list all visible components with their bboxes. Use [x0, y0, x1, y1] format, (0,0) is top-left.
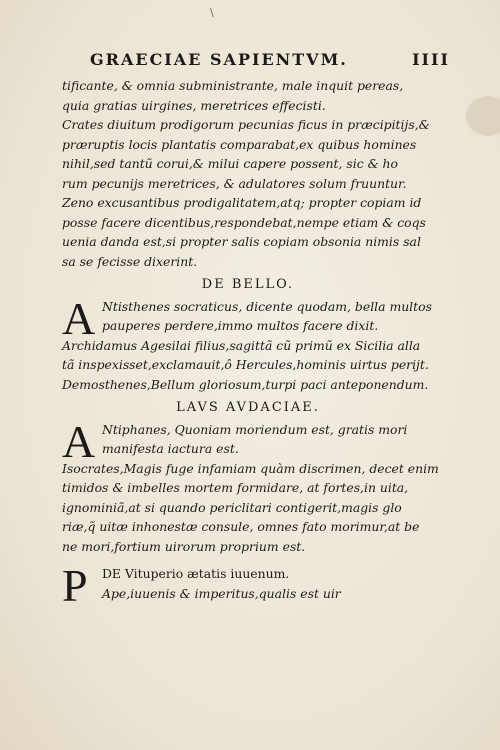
text-line: tificante, & omnia subministrante, male inquit pereas, — [62, 78, 404, 93]
text-line: rum pecunijs meretrices, & adulatores solum fruuntur. — [62, 175, 407, 191]
text-line: pauperes perdere,immo multos facere dixit. — [102, 318, 379, 333]
text-block-1 — [62, 76, 434, 271]
text-line: tã inspexisset,exclamauit,ô Hercules,hominis uirtus perijt. — [62, 357, 429, 372]
text-line: Zeno excusantibus prodigalitatem,atq; propter copiam id — [62, 195, 422, 210]
paragraph-bello — [62, 292, 434, 344]
folio-number: IIII — [412, 50, 450, 69]
text-block-audaciae-rest — [62, 459, 439, 557]
text-line: Ntisthenes socraticus, dicente quodam, bella multos — [102, 298, 432, 314]
paragraph-vituperio — [62, 560, 434, 611]
text-line: nihil,sed tantũ corui,& milui capere possent, sic & ho — [62, 156, 398, 171]
text-line: posse facere dicentibus,respondebat,nempe etiam & coqs — [62, 214, 426, 230]
drop-cap: A — [62, 292, 96, 344]
text-line: riæ,q̃ uitæ inhonestæ consule, omnes fato morimur,at be — [62, 519, 420, 534]
running-header — [90, 50, 450, 69]
paper-stain — [466, 96, 500, 136]
text-line: timidos & imbelles mortem formidare, at fortes,in uita, — [62, 480, 409, 495]
text-line: Demosthenes,Bellum gloriosum,turpi paci anteponendum. — [62, 376, 429, 392]
text-line: Isocrates,Magis fuge infamiam quàm discrimen, decet enim — [62, 460, 439, 476]
drop-cap: A — [62, 415, 96, 467]
page-mark: \ — [210, 6, 214, 19]
text-line: Archidamus Agesilai filius,sagittã cũ primũ ex Sicilia alla — [62, 337, 421, 353]
drop-cap: P — [62, 560, 88, 611]
paragraph-audaciae — [62, 415, 434, 467]
text-line: Ape,iuuenis & imperitus,qualis est uir — [102, 585, 341, 601]
section-heading-bello: DE BELLO. — [201, 277, 295, 292]
text-line: præruptis locis plantatis comparabat,ex quibus homines — [62, 136, 417, 152]
running-title: GRAECIAE SAPIENTVM. — [90, 50, 348, 69]
text-block-bello-rest — [62, 336, 434, 395]
section-heading-vituperio: DE Vituperio ætatis iuuenum. — [102, 566, 290, 581]
text-line: ignominiã,at si quando periclitari contigerit,magis glo — [62, 499, 402, 515]
section-heading-audaciae: LAVS AVDACIAE. — [176, 400, 320, 415]
text-line: Crates diuitum prodigorum pecunias ficus in præcipitijs,& — [62, 117, 430, 132]
text-line: Ntiphanes, Quoniam moriendum est, gratis mori — [102, 421, 408, 437]
text-line: uenia danda est,si propter salis copiam obsonia nimis sal — [62, 234, 421, 249]
page-body — [62, 76, 439, 611]
text-line: manifesta iactura est. — [102, 441, 239, 456]
text-line: sa se fecisse dixerint. — [62, 253, 198, 269]
text-line: quia gratias uirgines, meretrices effecisti. — [62, 97, 326, 113]
text-line: ne mori,fortium uirorum proprium est. — [62, 538, 306, 554]
